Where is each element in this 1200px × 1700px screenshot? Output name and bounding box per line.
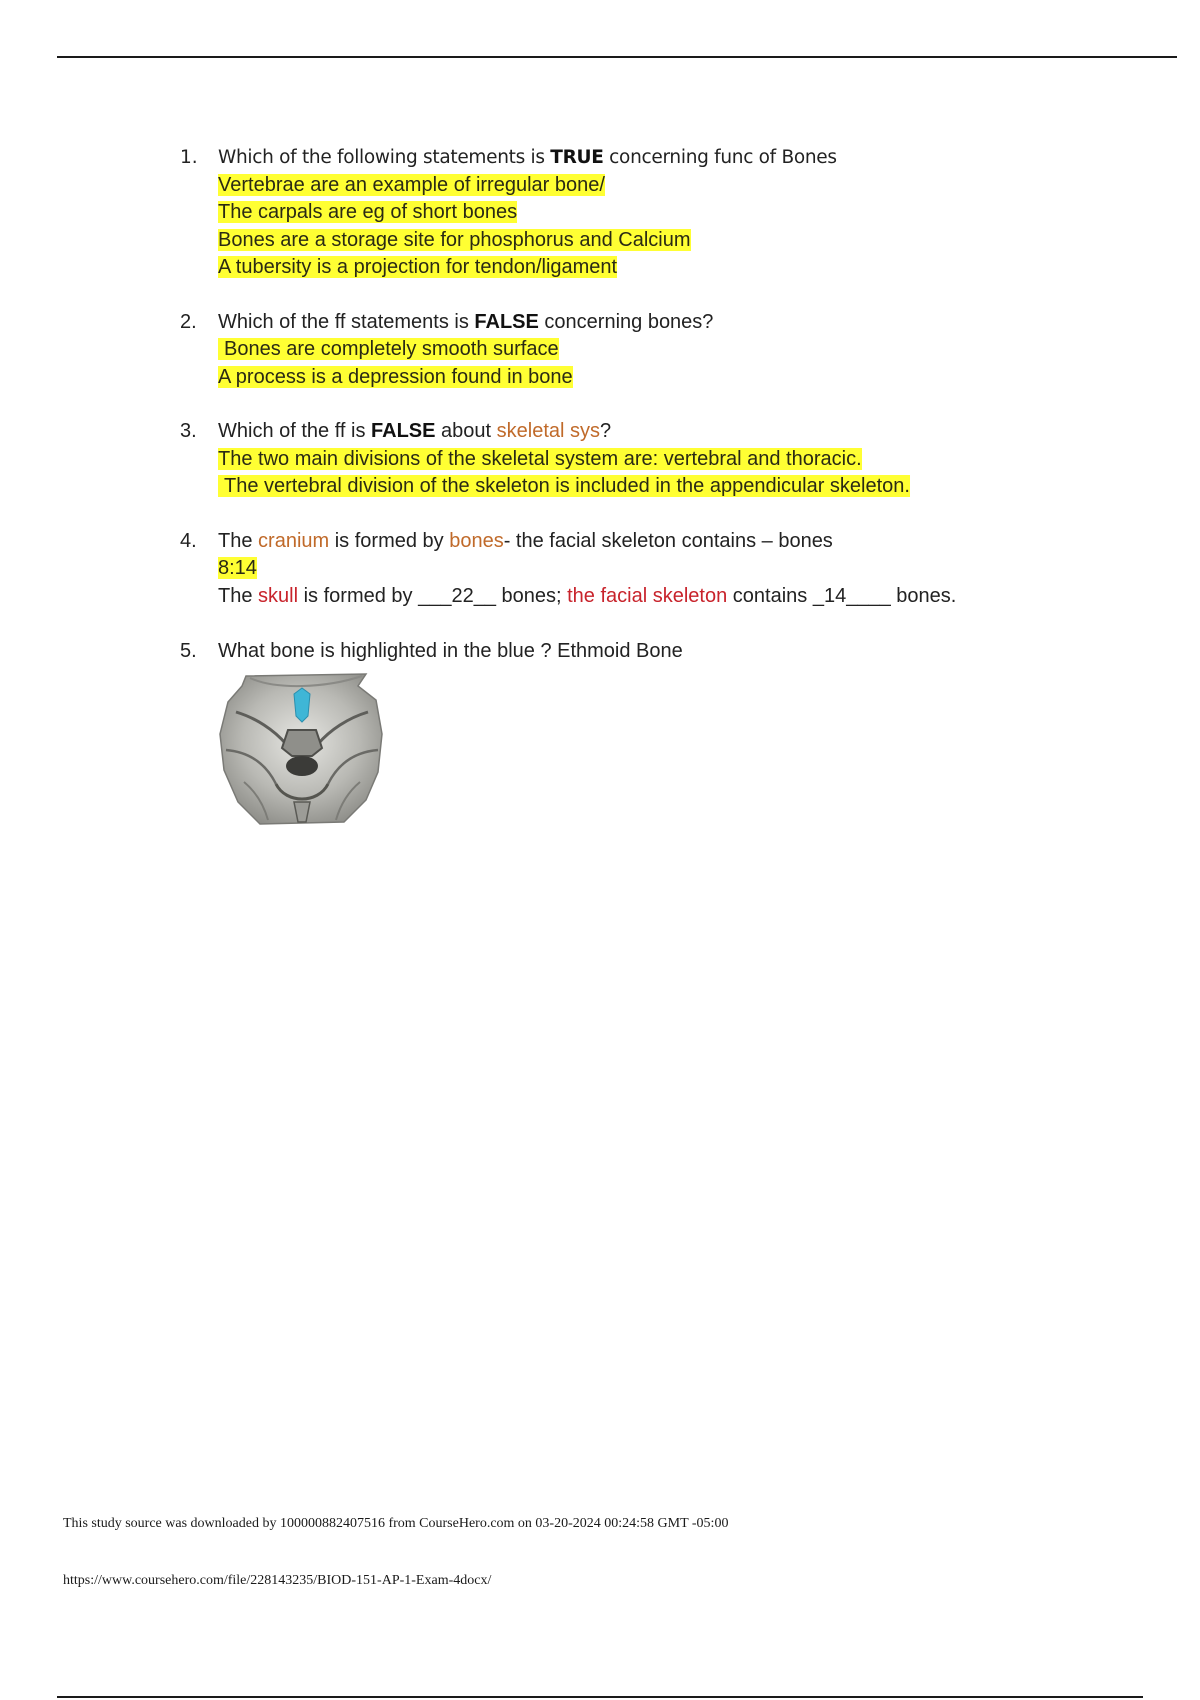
question-5	[180, 638, 1140, 826]
term-skull: skull	[258, 584, 299, 607]
question-prompt: Which of the ff statements is FALSE concerning bones?	[218, 310, 714, 333]
highlighted-answer: A tubersity is a projection for tendon/ligament	[218, 256, 618, 278]
source-url[interactable]: https://www.coursehero.com/file/228143235/BIOD-151-AP-1-Exam-4docx/	[63, 1573, 492, 1588]
bottom-rule	[57, 1696, 1143, 1698]
question-prompt: The cranium is formed by bones- the facial skeleton contains – bones	[218, 529, 833, 552]
highlighted-answer: The vertebral division of the skeleton is included in the appendicular skeleton.	[218, 475, 910, 497]
answer-line	[218, 364, 1140, 392]
question-prompt: What bone is highlighted in the blue ? Ethmoid Bone	[218, 640, 683, 662]
highlighted-answer: The carpals are eg of short bones	[218, 201, 518, 223]
highlighted-answer: Bones are completely smooth surface	[218, 338, 559, 360]
highlighted-answer: The two main divisions of the skeletal system are: vertebral and thoracic.	[218, 447, 862, 470]
question-prompt: Which of the following statements is TRUE concerning func of Bones	[218, 147, 837, 168]
question-list	[180, 144, 1140, 826]
highlighted-answer: Bones are a storage site for phosphorus and Calcium	[218, 228, 691, 251]
highlighted-answer: 8:14	[218, 557, 257, 579]
term-facial-skeleton: the facial skeleton	[567, 584, 728, 607]
top-rule	[57, 56, 1177, 58]
question-number: 5.	[180, 640, 197, 662]
question-3	[180, 418, 1140, 501]
term-cranium: cranium	[258, 529, 330, 552]
question-number: 3.	[180, 420, 197, 442]
download-notice: This study source was downloaded by 100000882407516 from CourseHero.com on 03-20-2024 00:24:58 GMT -05:00	[63, 1516, 729, 1531]
question-number: 1.	[180, 147, 198, 168]
question-1	[180, 144, 1140, 282]
answer-statement: The skull is formed by ___22__ bones; the facial skeleton contains _14____ bones.	[218, 584, 957, 607]
answer-line	[218, 172, 1140, 200]
highlighted-answer: Vertebrae are an example of irregular bone/	[218, 173, 605, 196]
emphasis-false: FALSE	[474, 310, 539, 333]
question-prompt: Which of the ff is FALSE about skeletal sys?	[218, 420, 612, 442]
question-2	[180, 309, 1140, 392]
answer-line	[218, 446, 1140, 474]
term-skeletal-sys: skeletal sys	[496, 420, 601, 442]
term-bones: bones	[449, 529, 504, 552]
emphasis-true: TRUE	[550, 147, 604, 168]
question-number: 4.	[180, 529, 197, 552]
highlighted-answer: A process is a depression found in bone	[218, 365, 573, 388]
answer-line	[218, 336, 1140, 364]
answer-line	[218, 227, 1140, 255]
question-4	[180, 528, 1140, 611]
answer-line	[218, 555, 1140, 583]
skull-base-illustration	[216, 672, 388, 826]
question-number: 2.	[180, 310, 197, 333]
emphasis-false: FALSE	[371, 420, 436, 442]
answer-line	[218, 254, 1140, 282]
answer-line	[218, 199, 1140, 227]
answer-line	[218, 473, 1140, 501]
